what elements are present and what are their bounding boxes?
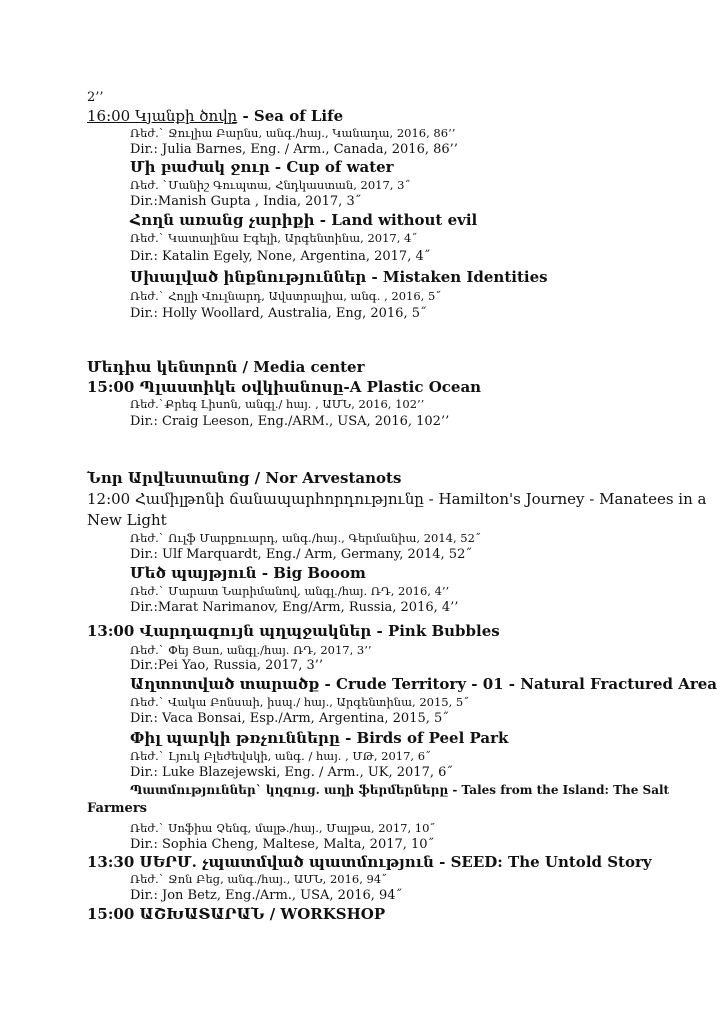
duration-fragment: 2’’ (87, 90, 104, 105)
screening-title-continued: New Light (87, 511, 167, 529)
workshop-heading: 15:00 ԱՇԽԱՏԱՐԱՆ / WORKSHOP (87, 905, 386, 923)
film-title: Մի բաժակ ջուր - Cup of water (130, 158, 394, 176)
director-armenian: Ռեժ.` Փեյ Յաո, անգլ./հայ. ՌԴ, 2017, 3’’ (130, 643, 372, 657)
film-title: Մեծ պայթյուն - Big Booom (130, 564, 366, 582)
director-english: Dir.:Manish Gupta , India, 2017, 3˝ (130, 194, 362, 209)
screening-title: 13:00 Վարդագույն պղպջակներ - Pink Bubbles (87, 622, 500, 640)
director-english: Dir.:Pei Yao, Russia, 2017, 3’’ (130, 658, 324, 673)
director-english: Dir.: Ulf Marquardt, Eng./ Arm, Germany, 2014, 52˝ (130, 547, 472, 562)
film-title: Հողն առանց չարիքի - Land without evil (130, 211, 478, 229)
director-english: Dir.: Katalin Egely, None, Argentina, 2017, 4˝ (130, 249, 431, 264)
director-armenian: Ռեժ.` Ուլֆ Մարքուարդ, անգ./հայ., Գերմանիա, 2014, 52˝ (130, 531, 481, 545)
film-title: Աղտոտված տարածք - Crude Territory - 01 - Natural Fractured Area (130, 675, 717, 693)
director-english: Dir.: Holly Woollard, Australia, Eng, 2016, 5˝ (130, 306, 427, 321)
screening-title (87, 107, 343, 126)
film-title: Սխալված ինքնություններ - Mistaken Identities (130, 268, 548, 286)
director-english: Dir.: Luke Blazejewski, Eng. / Arm., UK, 2017, 6˝ (130, 765, 453, 780)
film-title-continued: Farmers (87, 801, 147, 816)
screening-title: 15:00 Պլաստիկե օվկիանոսը-A Plastic Ocean (87, 378, 482, 396)
director-armenian: Ռեժ.` Սոֆիա Չենգ, մալթ./հայ., Մալթա, 2017, 10˝ (130, 821, 436, 835)
screening-title: 12:00 Համիլթոնի ճանապարհորդությունը - Hamilton's Journey - Manatees in a (87, 490, 707, 508)
director-english: Dir.: Sophia Cheng, Maltese, Malta, 2017, 10˝ (130, 837, 435, 852)
director-english: Dir.: Vaca Bonsai, Esp./Arm, Argentina, 2015, 5˝ (130, 711, 449, 726)
director-armenian: Ռեժ.` Վակա Բոնսաի, իսպ./ հայ., Արգենտինա, 2015, 5˝ (130, 695, 469, 709)
director-armenian: Ռեժ.` Ջոն Բեց, անգ./հայ., ԱՄՆ, 2016, 94˝ (130, 872, 387, 886)
director-english: Dir.: Craig Leeson, Eng./ARM., USA, 2016, 102’’ (130, 414, 450, 429)
director-armenian: Ռեժ.` Հոլլի Վուլնարդ, Ավստրալիա, անգ. , 2016, 5˝ (130, 289, 442, 303)
director-english: Dir.:Marat Narimanov, Eng/Arm, Russia, 2016, 4’’ (130, 600, 459, 615)
screening-title: 13:30 ՍԵՐՄ. չպատմված պատմություն - SEED: The Untold Story (87, 853, 652, 871)
director-armenian: Ռեժ. `Մանիշ Գուպտա, Հնդկաստան, 2017, 3˝ (130, 178, 411, 192)
director-armenian: Ռեժ.` Լյուկ Բլեժեվսկի, անգ. / հայ. , ՄԹ, 2017, 6˝ (130, 749, 431, 763)
screening-english-title: - Sea of Life (237, 107, 344, 125)
director-armenian: Ռեժ.` Կատալինա Էգելի, Արգենտինա, 2017, 4˝ (130, 231, 418, 245)
director-english: Dir.: Jon Betz, Eng./Arm., USA, 2016, 94˝ (130, 888, 403, 903)
director-armenian: Ռեժ.` Ջուլիա Բարնս, անգ./հայ., Կանադա, 2016, 86’’ (130, 126, 456, 140)
director-armenian: Ռեժ.` Մարատ Նարիմանով, անգլ./հայ. ՌԴ, 2016, 4’’ (130, 584, 450, 598)
screening-time-armenian-title: 16:00 Կյանքի ծովը (87, 107, 238, 125)
director-english: Dir.: Julia Barnes, Eng. / Arm., Canada, 2016, 86’’ (130, 142, 458, 157)
venue-heading: Նոր Արվեստանոց / Nor Arvestanots (87, 469, 402, 487)
film-title: Փիլ պարկի թռչունները - Birds of Peel Park (130, 729, 509, 747)
director-armenian: Ռեժ.`Քրեգ Լիսոն, անգլ./ հայ. , ԱՄՆ, 2016, 102’’ (130, 397, 425, 411)
venue-heading: Մեդիա կենտրոն / Media center (87, 358, 365, 376)
film-title: Պատմություններ` կղզուց. աղի ֆերմերները - Tales from the Island: The Salt (130, 783, 670, 797)
